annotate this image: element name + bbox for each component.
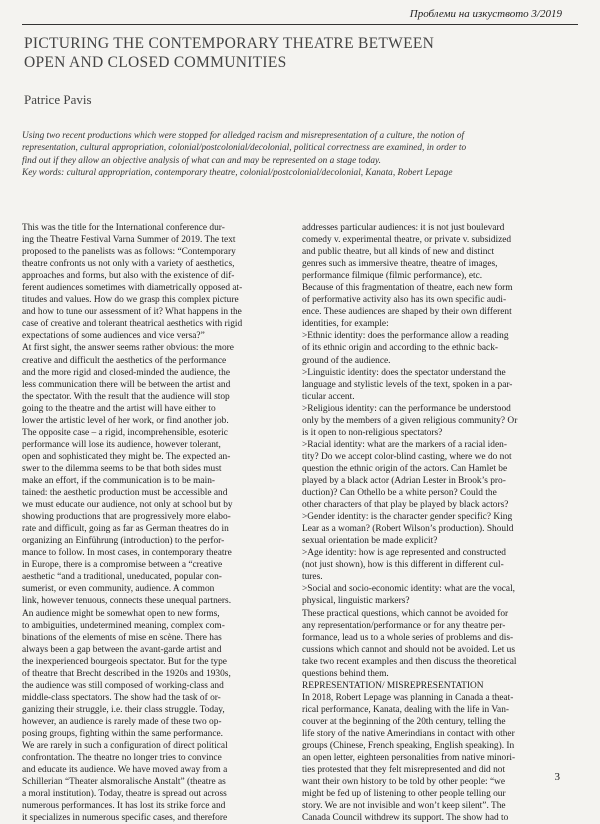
body-line: always been a gap between the avant-garde artist and (22, 644, 222, 655)
body-line: and how to tune our assessment of it? What happens in the (22, 307, 242, 318)
body-line: going to the theatre and the artist will have either to (22, 403, 216, 414)
body-line: creative and difficult the aesthetics of the performance (22, 355, 227, 366)
article-title (24, 34, 584, 72)
body-line: make an effort, if the communication is to be main- (22, 475, 215, 486)
body-line: swer to the dilemma seems to be that both sides must (22, 463, 222, 474)
body-line: other characters of that play be played by black actors? (302, 500, 509, 511)
body-line: and public theatre, but all kinds of new and distinct (302, 247, 495, 258)
body-line: The opposite case – a rigid, incomprehensible, esoteric (22, 427, 228, 438)
title-line: OPEN AND CLOSED COMMUNITIES (24, 54, 287, 71)
body-line: physical, linguistic markers? (302, 596, 410, 607)
body-line: and educate its audience. We have moved away from a (22, 765, 228, 776)
body-line: might be fed up of listening to other people telling our (302, 789, 506, 800)
body-line: we must educate our audience, not only at school but by (22, 500, 233, 511)
body-line: posing groups, fighting within the same performance. (22, 728, 223, 739)
body-line: an open letter, eighteen personalities from native minori- (302, 753, 516, 764)
body-line: life story of the native Amerindians in contact with other (302, 728, 515, 739)
body-line: >Age identity: how is age represented and constructed (302, 548, 506, 559)
body-line: take two recent examples and then discuss the theoretical (302, 656, 517, 667)
body-line: played by a black actor (Adrian Lester in Brook’s pro- (302, 475, 506, 486)
body-line: rate and difficult, going as far as German theatres do in (22, 524, 229, 535)
body-line: less communication there will be between the artist and (22, 379, 231, 390)
body-line: These practical questions, which cannot be avoided for (302, 608, 509, 619)
body-line: binations of the elements of mise en scène. There has (22, 632, 222, 643)
body-line: ties protested that they felt misrepresented and did not (302, 765, 506, 776)
body-line: a moral institution). Today, theatre is spread out across (22, 789, 227, 800)
body-line: to ambiguities, undetermined meaning, complex com- (22, 620, 225, 631)
body-line: and the more rigid and closed-minded the audience, the (22, 367, 230, 378)
body-line: We are rarely in such a configuration of direct political (22, 741, 228, 752)
body-line: ground of the audience. (302, 355, 391, 366)
body-line: >Social and socio-economic identity: what are the vocal, (302, 584, 516, 595)
body-line: language and stylistic levels of the text, spoken in a par- (302, 379, 513, 390)
body-line: in Europe, there is a compromise between a “creative (22, 560, 223, 571)
body-line: groups (Chinese, French speaking, English speaking). In (302, 741, 515, 752)
body-line: organizing an Einführung (introduction) to the perfor- (22, 536, 225, 547)
body-line: ing the Theatre Festival Varna Summer of 2019. The text (22, 235, 236, 246)
abstract-line: representation, cultural appropriation, colonial/postcolonial/decolonial, political correctness are examined, in order to (22, 143, 467, 154)
body-line: >Linguistic identity: does the spectator understand the (302, 367, 506, 378)
body-line: At first sight, the answer seems rather obvious: the more (22, 343, 234, 354)
body-line: rical performance, Kanata, dealing with the life in Van- (302, 704, 510, 715)
body-line: >Religious identity: can the performance be understood (302, 403, 511, 414)
body-line: performance filmique (filmic performance), etc. (302, 271, 483, 282)
body-line: question the ethnic origin of the actors. Can Hamlet be (302, 463, 508, 474)
body-line: proposed to the panelists was as follows: “Contemporary (22, 247, 236, 258)
body-line: any representation/performance or for any theatre per- (302, 620, 506, 631)
body-line: tity? Do we accept color-blind casting, where we do not (302, 451, 512, 462)
body-line: Schillerian “Theater alsmoralische Anstalt” (theatre as (22, 777, 226, 788)
body-line: link, however tenuous, connects these unequal partners. (22, 596, 232, 607)
body-line: ence. These audiences are shaped by their own different (302, 307, 512, 318)
body-line: open and sophisticated they might be. The expected an- (22, 451, 231, 462)
body-line: genres such as immersive theatre, theatre of images, (302, 259, 498, 270)
body-line: >Ethnic identity: does the performance allow a reading (302, 331, 509, 342)
body-line: confrontation. The theatre no longer tries to convince (22, 753, 222, 764)
body-line: sexual orientation be made explicit? (302, 536, 438, 547)
body-line: of its ethnic origin and according to the ethnic back- (302, 343, 499, 354)
body-line: identities, for example: (302, 319, 389, 330)
abstract (22, 130, 580, 180)
header-rule (22, 24, 578, 25)
body-line: theatre confronts us not only with a variety of aesthetics, (22, 259, 235, 270)
body-line: performance will lose its audience, however tolerant, (22, 439, 221, 450)
body-line: addresses particular audiences: it is not just boulevard (302, 223, 505, 233)
body-line: mance to follow. In most cases, in contemporary theatre (22, 548, 232, 559)
body-line: is it open to non-religious spectators? (302, 427, 443, 438)
abstract-line: find out if they allow an objective analysis of what can and may be represented on a stage today. (22, 155, 381, 166)
right-column (302, 222, 578, 824)
page-number: 3 (554, 771, 560, 783)
body-line: cussions which cannot and should not be avoided. Let us (302, 644, 515, 655)
body-line: Canada Council withdrew its support. The show had to (302, 813, 509, 824)
body-line: ferent audiences sometimes with diametrically opposed at- (22, 283, 243, 294)
body-line: numerous performances. It has lost its strike force and (22, 801, 226, 812)
body-line: of performative activity also has its own specific audi- (302, 295, 507, 306)
body-line: comedy v. experimental theatre, or private v. subsidized (302, 235, 512, 246)
abstract-line: Key words: cultural appropriation, contemporary theatre, colonial/postcolonial/decolonial, Kanata, Robert Lepage (22, 168, 453, 179)
body-line: the inexperienced bourgeois spectator. But for the type (22, 656, 227, 667)
body-line: sumerist, or even community, audience. A common (22, 584, 215, 595)
body-line: duction)? Can Othello be a white person? Could the (302, 488, 497, 499)
body-line: ganizing their struggle, i.e. their class struggle. Today, (22, 704, 225, 715)
body-line: tained: the aesthetic production must be accessible and (22, 488, 228, 499)
body-line: only by the members of a given religious community? Or (302, 415, 518, 426)
abstract-line: Using two recent productions which were stopped for alledged racism and misrepresentation of a culture, the notion of (22, 131, 465, 141)
body-line: tures. (302, 572, 323, 583)
body-line: >Gender identity: is the character gender specific? King (302, 512, 513, 523)
body-line: This was the title for the International conference dur- (22, 223, 225, 233)
body-line: the audience was still composed of working-class and (22, 680, 224, 691)
body-line: REPRESENTATION/ MISREPRESENTATION (302, 680, 484, 691)
body-line: the spectator. With the result that the audience will stop (22, 391, 230, 402)
body-line: approaches and forms, but also with the existence of dif- (22, 271, 235, 282)
body-line: expectations of some audiences and vice versa?” (22, 331, 205, 342)
body-line: middle-class spectators. The show had the task of or- (22, 692, 221, 703)
body-line: want their own history to be told by other people: “we (302, 777, 506, 788)
body-line: (not just shown), how is this different in different cul- (302, 560, 504, 571)
title-line: PICTURING THE CONTEMPORARY THEATRE BETWEEN (24, 35, 435, 52)
left-column (22, 222, 298, 824)
body-line: story. We are not invisible and won’t keep silent”. The (302, 801, 506, 812)
body-line: In 2018, Robert Lepage was planning in Canada a theat- (302, 692, 514, 703)
body-line: Lear as a woman? (Robert Wilson’s production). Should (302, 524, 514, 535)
body-line: formance, lead us to a whole series of problems and dis- (302, 632, 514, 643)
body-line: couver at the beginning of the 20th century, telling the (302, 716, 506, 727)
body-line: it specializes in numerous specific cases, and therefore (22, 813, 228, 824)
body-line: Because of this fragmentation of theatre, each new form (302, 283, 513, 294)
body-line: titudes and values. How do we grasp this complex picture (22, 295, 239, 306)
body-line: however, an audience is rarely made of these two op- (22, 716, 222, 727)
running-head: Проблеми на изкуството 3/2019 (409, 8, 562, 20)
body-line: case of creative and tolerant theatrical aesthetics with rigid (22, 319, 243, 330)
body-line: An audience might be somewhat open to new forms, (22, 608, 220, 619)
body-line: lower the artistic level of her work, or find another job. (22, 415, 229, 426)
body-line: ticular accent. (302, 391, 355, 402)
author-name: Patrice Pavis (24, 92, 92, 107)
body-line: questions behind them. (302, 668, 389, 679)
body-line: aesthetic “and a traditional, uneducated, popular con- (22, 572, 222, 583)
body-line: of theatre that Brecht described in the 1920s and 1930s, (22, 668, 231, 679)
body-line: showing productions that are progressively more elabo- (22, 512, 231, 523)
body-line: >Racial identity: what are the markers of a racial iden- (302, 439, 507, 450)
